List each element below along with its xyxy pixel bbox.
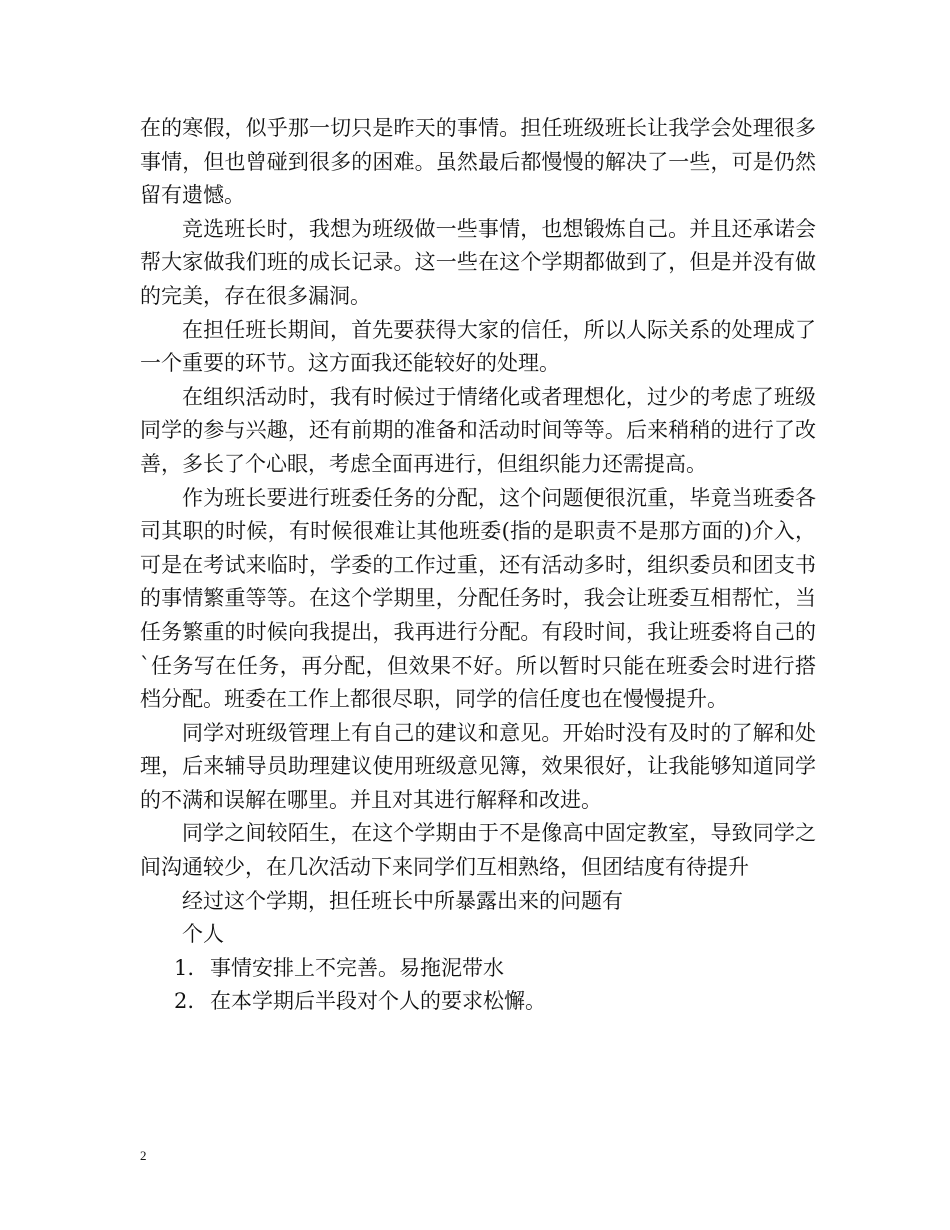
list-number: 2. xyxy=(174,989,195,1014)
list-item xyxy=(140,952,816,986)
paragraph: 经过这个学期，担任班长中所暴露出来的问题有 xyxy=(182,888,623,913)
paragraph: 竞选班长时，我想为班级做一些事情，也想锻炼自己。并且还承诺会帮大家做我们班的成长记录。这一些在这个学期都做到了，但是并没有做的完美，存在很多漏洞。 xyxy=(140,216,816,308)
section-label: 个人 xyxy=(182,922,224,947)
paragraph: 同学对班级管理上有自己的建议和意见。开始时没有及时的了解和处理，后来辅导员助理建议使用班级意见簿，效果很好，让我能够知道同学的不满和误解在哪里。并且对其进行解释和改进。 xyxy=(140,720,816,812)
list-item-text: 事情安排上不完善。易拖泥带水 xyxy=(210,955,504,980)
paragraph: 同学之间较陌生，在这个学期由于不是像高中固定教室，导致同学之间沟通较少，在几次活动下来同学们互相熟络，但团结度有待提升 xyxy=(140,821,816,880)
document-body xyxy=(140,112,816,1019)
list-item xyxy=(140,985,816,1019)
paragraph: 作为班长要进行班委任务的分配，这个问题便很沉重，毕竟当班委各司其职的时候，有时候很难让其他班委(指的是职责不是那方面的)介入，可是在考试来临时，学委的工作过重，还有活动多时，组织委员和团支书的事情繁重等等。在这个学期里，分配任务时，我会让班委互相帮忙，当任务繁重的时候向我提出，我再进行分配。有段时间，我让班委将自己的`任务写在任务，再分配，但效果不好。所以暂时只能在班委会时进行搭档分配。班委在工作上都很尽职，同学的信任度也在慢慢提升。 xyxy=(140,485,816,712)
paragraph-continued: 在的寒假，似乎那一切只是昨天的事情。担任班级班长让我学会处理很多事情，但也曾碰到很多的困难。虽然最后都慢慢的解决了一些，可是仍然留有遗憾。 xyxy=(140,116,816,208)
paragraph: 在担任班长期间，首先要获得大家的信任，所以人际关系的处理成了一个重要的环节。这方面我还能较好的处理。 xyxy=(140,317,816,376)
page-number: 2 xyxy=(140,1148,147,1163)
list-number: 1. xyxy=(174,955,195,980)
list-item-text: 在本学期后半段对个人的要求松懈。 xyxy=(210,989,546,1014)
paragraph: 在组织活动时，我有时候过于情绪化或者理想化，过少的考虑了班级同学的参与兴趣，还有前期的准备和活动时间等等。后来稍稍的进行了改善，多长了个心眼，考虑全面再进行，但组织能力还需提高。 xyxy=(140,384,816,476)
